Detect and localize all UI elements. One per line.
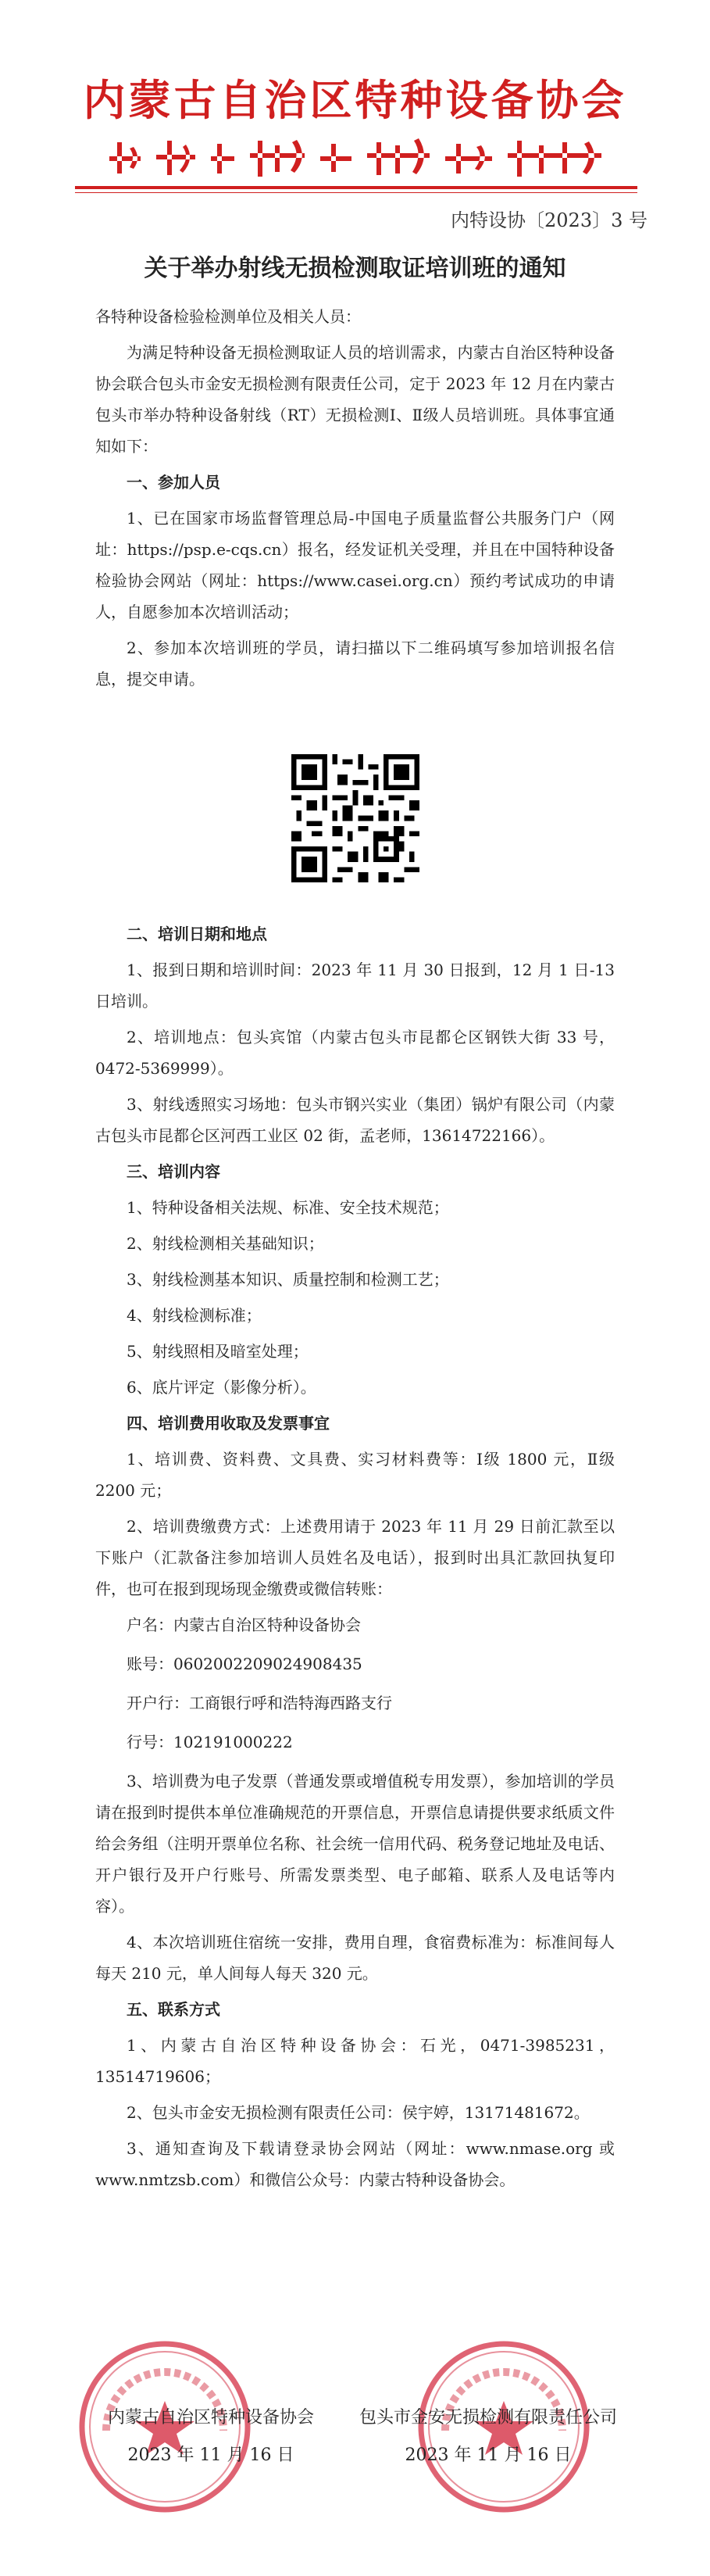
intro-paragraph: 为满足特种设备无损检测取证人员的培训需求，内蒙古自治区特种设备协会联合包头市金安无损检测有限责任公司，定于 2023 年 12 月在内蒙古包头市举办特种设备射线（RT）无损检测Ⅰ、Ⅱ级人员培训班。具体事宜通知如下：	[95, 343, 615, 456]
qr-code-icon	[291, 754, 419, 882]
header-rule-thick	[75, 186, 637, 189]
document-number: 内特设协〔2023〕3 号	[451, 209, 648, 231]
section-1-item: 2、参加本次培训班的学员，请扫描以下二维码填写参加培训报名信息，提交申请。	[95, 639, 615, 689]
section-3-item: 3、射线检测基本知识、质量控制和检测工艺；	[127, 1270, 449, 1289]
bank-name: 开户行：工商银行呼和浩特海西路支行	[127, 1694, 392, 1712]
lodging-item: 4、本次培训班住宿统一安排，费用自理，食宿费标准为：标准间每人每天 210 元，单人间每人每天 320 元。	[95, 1933, 615, 1983]
bank-code: 行号：102191000222	[127, 1733, 293, 1751]
payment-item: 2、培训费缴费方式：上述费用请于 2023 年 11 月 29 日前汇款至以下账户（汇款备注参加培训人员姓名及电话），报到时出具汇款回执复印件，也可在报到现场现金缴费或微信转账：	[95, 1517, 615, 1598]
document-title: 关于举办射线无损检测取证培训班的通知	[144, 255, 566, 282]
section-3-heading: 三、培训内容	[127, 1162, 220, 1181]
account-number: 账号：0602002209024908435	[127, 1655, 362, 1673]
salutation: 各特种设备检验检测单位及相关人员：	[95, 307, 361, 326]
account-name: 户名：内蒙古自治区特种设备协会	[127, 1615, 361, 1634]
contact-item: 1、内蒙古自治区特种设备协会：石光，0471-3985231，13514719606；	[95, 2036, 615, 2086]
signature-org: 内蒙古自治区特种设备协会	[107, 2408, 314, 2428]
body-block-intro	[95, 301, 615, 699]
registration-qr-code	[291, 754, 419, 882]
signature-org: 包头市金安无损检测有限责任公司	[359, 2408, 617, 2428]
fee-item: 1、培训费、资料费、文具费、实习材料费等：Ⅰ级 1800 元，Ⅱ级 2200 元；	[95, 1450, 615, 1500]
signature-right	[344, 2399, 633, 2474]
section-5-heading: 五、联系方式	[127, 2000, 220, 2019]
section-3-item: 6、底片评定（影像分析）。	[127, 1378, 316, 1397]
signature-left	[86, 2399, 336, 2474]
section-2-heading: 二、培训日期和地点	[127, 925, 267, 943]
section-3-item: 5、射线照相及暗室处理；	[127, 1342, 309, 1361]
mongolian-script-line	[102, 133, 609, 180]
letterhead-title: 内蒙古自治区特种设备协会	[83, 76, 627, 125]
contact-item: 2、包头市金安无损检测有限责任公司：侯宇婷，13171481672。	[127, 2103, 590, 2122]
signature-date: 2023 年 11 月 16 日	[405, 2445, 572, 2465]
section-2-item: 3、射线透照实习场地：包头市钢兴实业（集团）锅炉有限公司（内蒙古包头市昆都仑区河西工业区 02 街，孟老师，13614722166）。	[95, 1095, 615, 1145]
header-rule-thin	[75, 192, 637, 193]
section-2-item: 1、报到日期和培训时间：2023 年 11 月 30 日报到，12 月 1 日-13 日培训。	[95, 961, 615, 1011]
invoice-item: 3、培训费为电子发票（普通发票或增值税专用发票），参加培训的学员请在报到时提供本单位准确规范的开票信息，开票信息请提供要求纸质文件给会务组（注明开票单位名称、社会统一信用代码、税务登记地址及电话、开户银行及开户行账号、所需发票类型、电子邮箱、联系人及电话等内容）。	[95, 1772, 615, 1916]
section-3-item: 2、射线检测相关基础知识；	[127, 1234, 324, 1253]
section-1-item: 1、已在国家市场监督管理总局-中国电子质量监督公共服务门户（网址：https://psp.e-cqs.cn）报名，经发证机关受理，并且在中国特种设备检验协会网站（网址：https://www.casei.org.cn）预约考试成功的申请人，自愿参加本次培训活动；	[95, 509, 615, 621]
section-2-item: 2、培训地点：包头宾馆（内蒙古包头市昆都仑区钢铁大街 33 号，0472-5369999）。	[95, 1028, 615, 1078]
body-block-main	[95, 918, 615, 2200]
section-3-item: 4、射线检测标准；	[127, 1306, 262, 1325]
section-1-heading: 一、参加人员	[127, 473, 220, 492]
section-3-item: 1、特种设备相关法规、标准、安全技术规范；	[127, 1198, 449, 1217]
signature-date: 2023 年 11 月 16 日	[127, 2445, 294, 2465]
section-4-heading: 四、培训费用收取及发票事宜	[127, 1414, 330, 1433]
contact-item: 3、通知查询及下载请登录协会网站（网址：www.nmase.org 或www.nmtzsb.com）和微信公众号：内蒙古特种设备协会。	[95, 2139, 615, 2189]
